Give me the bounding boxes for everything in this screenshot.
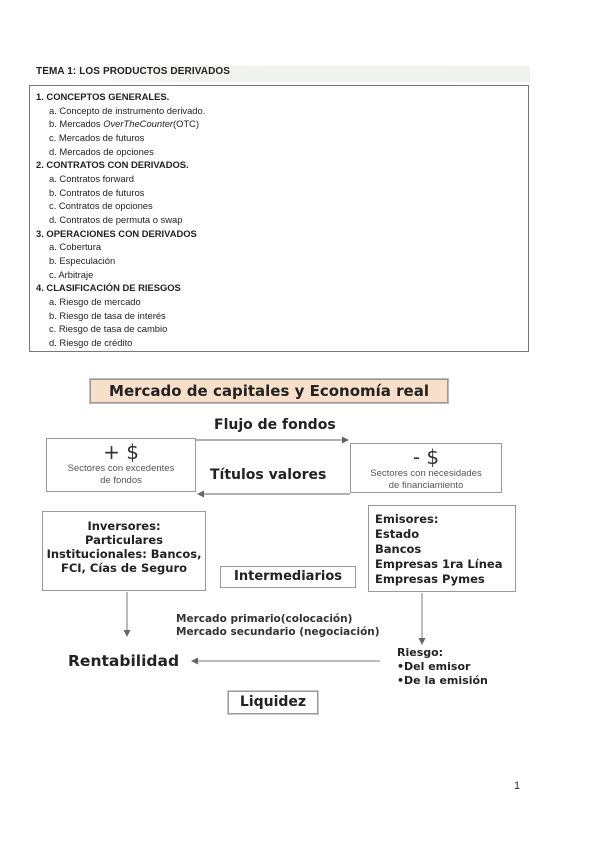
toc-item-text: c. Contratos de opciones [49, 200, 153, 212]
toc-item-text: b. Contratos de futuros [49, 186, 145, 198]
toc-item-text: a. Contratos forward [49, 172, 134, 184]
mercado-primario-label: Mercado primario(colocación) [176, 613, 353, 625]
inversores-line-particulares: Particulares [84, 533, 163, 547]
toc-section-heading: 4. CLASIFICACIÓN DE RIESGOS [36, 282, 181, 294]
sectores-excedentes-line1: Sectores con excedentes [67, 463, 175, 474]
emisores-line-bancos: Bancos [375, 542, 422, 556]
inversores-box [42, 511, 206, 591]
page-title: TEMA 1: LOS PRODUCTOS DERIVADOS [36, 66, 231, 77]
liquidez-box: Liquidez [228, 691, 318, 714]
toc-item-text: c. Mercados de futuros [49, 131, 145, 143]
toc-item-text: b. Mercados [49, 118, 104, 130]
toc-item-text: a. Cobertura [49, 241, 102, 253]
toc-item-text: b. Especulación [49, 254, 116, 266]
mercado-secundario-label: Mercado secundario (negociación) [176, 626, 380, 638]
riesgo-del-emisor: •Del emisor [397, 660, 471, 673]
toc-item-text: b. Riesgo de tasa de interés [49, 309, 166, 321]
toc-item-text: d. Mercados de opciones [49, 145, 154, 157]
page-number: 1 [514, 780, 521, 792]
riesgo-heading: Riesgo: [397, 646, 444, 659]
intermediarios-box: Intermediarios [220, 566, 356, 588]
inversores-line-institucionales: Institucionales: Bancos, [46, 547, 202, 561]
diagram-title: Mercado de capitales y Economía real [90, 379, 448, 403]
sectores-necesidades-line2: de financiamiento [388, 480, 464, 491]
toc-section-heading: 2. CONTRATOS CON DERIVADOS. [36, 159, 189, 171]
toc-section-heading: 3. OPERACIONES CON DERIVADOS [36, 227, 197, 239]
emisores-box [368, 505, 516, 592]
toc-item-text: d. Riesgo de crédito [49, 336, 133, 348]
sectores-necesidades-line1: Sectores con necesidades [370, 468, 482, 479]
rentabilidad-label: Rentabilidad [68, 652, 180, 670]
inversores-line-fci: FCI, Cías de Seguro [60, 561, 188, 575]
plus-money-symbol: + $ [103, 440, 139, 464]
titulos-valores-label: Títulos valores [210, 467, 327, 483]
inversores-heading: Inversores: [87, 519, 161, 533]
toc-item-text: (OTC) [173, 118, 200, 130]
emisores-heading: Emisores: [375, 512, 439, 526]
riesgo-de-la-emision: •De la emisión [397, 674, 488, 687]
sectores-necesidades-box [350, 443, 502, 493]
emisores-line-1ra-linea: Empresas 1ra Línea [375, 557, 503, 571]
sectores-excedentes-line2: de fondos [100, 475, 142, 486]
emisores-line-pymes: Empresas Pymes [375, 572, 485, 586]
emisores-line-estado: Estado [375, 527, 420, 541]
sectores-excedentes-box [46, 438, 196, 492]
toc-item-text: a. Riesgo de mercado [49, 295, 141, 307]
toc-section-heading: 1. CONCEPTOS GENERALES. [36, 91, 170, 102]
toc-item-text: OverTheCounter [103, 118, 174, 130]
toc-item-text: c. Arbitraje [49, 268, 94, 280]
toc-item-text: a. Concepto de instrumento derivado. [49, 104, 206, 116]
toc-item-text: c. Riesgo de tasa de cambio [49, 323, 168, 335]
minus-money-symbol: - $ [412, 445, 440, 469]
flujo-de-fondos-label: Flujo de fondos [214, 417, 336, 433]
toc-item-text: d. Contratos de permuta o swap [49, 213, 183, 225]
